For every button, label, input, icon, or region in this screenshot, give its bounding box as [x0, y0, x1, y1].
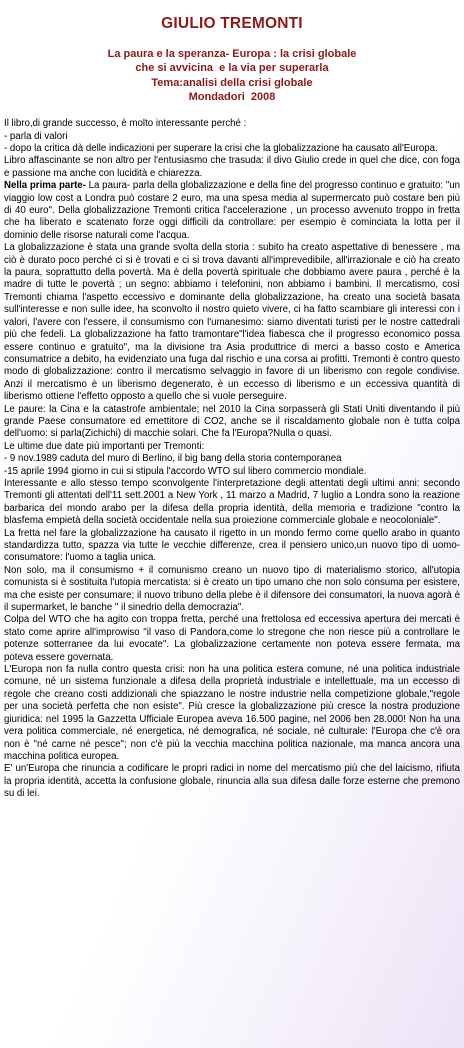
- paragraph: Libro affascinante se non altro per l'entusiasmo che trasuda: il divo Giulio crede in quel che dice, con foga e passione ma anche con lucidità e chiarezza.: [4, 155, 460, 179]
- section-lead: Nella prima parte-: [4, 180, 86, 192]
- subtitle-line: La paura e la speranza- Europa : la crisi globale: [107, 48, 357, 60]
- paragraph: Le ultime due date più importanti per Tremonti:: [4, 440, 205, 452]
- paragraph: -15 aprile 1994 giorno in cui si stipula l'accordo WTO sul libero commercio mondiale.: [4, 465, 367, 477]
- paragraph: [4, 180, 460, 242]
- paragraph: Non solo, ma il consumismo + il comunismo creano un nuovo tipo di materialismo storico, all'utopia comunista si è sostituita l'utopia mercatista: si è creato un tipo umano che non solo consuma per esistere, ma che esiste per consumare; il nuovo tribuno della plebe è il difensore dei consumatori, la nuova agorà è il supermarket, le banche " il sinedrio della democrazia".: [4, 564, 460, 614]
- book-subtitle: [4, 47, 460, 104]
- paragraph: - dopo la critica dà delle indicazioni per superare la crisi che la globalizzazione ha causato all'Europa.: [4, 143, 438, 154]
- subtitle-line: Mondadori 2008: [188, 90, 276, 103]
- paragraph: L'Europa non fa nulla contro questa crisi: non ha una politica estera comune, né una politica industriale comune, né un sistema funzionale a difesa della proprietà industriale e intellettuale, ma un eccesso di regole che creano costi addizionali che spiazzano le nostre industrie nella competizione globale,"regole per una società perfetta che non esiste". Più cresce la globalizzazione più cresce la nostra produzione giuridica: nel 1995 la Gazzetta Ufficiale Europea aveva 16.500 pagine, nel 2006 ben 28.000! Non ha una vera politica commerciale, né energetica, né demografica, né sociale, né culturale: l'Europa che c'è ora non è "né carne né pesce"; non c'è più la vecchia macchina politica nazionale, ma manca ancora una macchina politica europea.: [4, 664, 460, 762]
- paragraph: - 9 nov.1989 caduta del muro di Berlino, il big bang della storia contemporanea: [4, 453, 342, 465]
- subtitle-line: Tema:analisi della crisi globale: [151, 76, 313, 89]
- page-title: GIULIO TREMONTI: [161, 15, 303, 32]
- paragraph: Interessante e allo stesso tempo sconvolgente l'interpretazione degli attentati degli ultimi anni: secondo Tremonti gli attentati dell'11 sett.2001 a New York , 11 marzo a Madrid, 7 luglio a Londra sono la reazione barbarica del mondo arabo per la difesa della propria identità, della memoria e tradizione "contro la blasfema empietà della società occidentale nella sua proiezione commerciale globale e neocoloniale".: [4, 477, 460, 527]
- paragraph: Colpa del WTO che ha agito con troppa fretta, perché una frettolosa ed eccessiva apertura dei mercati è stato come aprire all'improwiso "il vaso di Pandora,come lo stregone che non riesce più a controllare le potenze sotterranee da lui evocate". La globalizzazione certamente non poteva essere fermata, ma poteva essere governata.: [4, 614, 460, 663]
- paragraph: - parla di valori: [4, 130, 68, 142]
- paragraph: La globalizzazione è stata una grande svolta della storia : subito ha creato aspettative di benessere , ma ciò è durato poco perché ci si è trovati e ci si trova davanti all'imprevedibile, all'irrazionale e ciò ha creato la paura, soprattutto della povertà. Ma è della povertà spirituale che dobbiamo avere paura , perché è la madre di tutte le povertà ; un segno: abbiamo i telefonini, non abbiamo i bambini. Il mercatismo, così Tremonti chiama l'aspetto eccessivo e dominante della globalizzazione, ha creato una società basata sull'interesse e non sulle idee, ha sconvolto il nostro quieto vivere, ci ha fatto scambiare gli interessi con i valori, l'avere con l'essere, il consumismo con l'umanesimo: siamo diventati turisti per le nostre cattedrali più che fedeli. La globalizzazione ha fatto tramontare"l'idea fiabesca che il progresso economico possa essere continuo e gratuito", ma la divisione tra Asia produttrice di merci a basso costo e America consumatrice a debito, ha evidenziato una fuga dal rischio e una corsa ai profitti. Tremonti è contro questo modo di globalizzazione: contro il mercatismo selvaggio in favore di un liberismo con regole condivise. Anzi il mercatismo è un liberismo degenerato, è un eccesso di liberismo e un eccessiva quantità di liberismo ottiene l'effetto opposto a quello che si vuole perseguire.: [4, 242, 460, 403]
- paragraph: Il libro,di grande successo, è molto interessante perché :: [4, 118, 247, 130]
- paragraph-text: La paura- parla della globalizzazione e della fine del progresso continuo e gratuito: "un viaggio low cost a Londra può costare 2 euro, ma una spesa media al supermercato può costare ben più di 40 euro". Della globalizzazione Tremonti critica l'accelerazione , un processo avvenuto troppo in fretta che ha liberato e scatenato forze oggi difficili da controllare: per esempio è cominciata la lotta per il dominio delle risorse naturali come l'acqua.: [4, 180, 460, 241]
- subtitle-line: che si avvicina e la via per superarla: [135, 62, 329, 75]
- article-body: [4, 118, 460, 800]
- paragraph: E' un'Europa che rinuncia a codificare le propri radici in nome del mercatismo più che del laicismo, rifiuta la propria identità, accetta la confusione globale, rinuncia alla sua difesa dalle forze esterne che premono su di lei.: [4, 763, 460, 800]
- paragraph: Le paure: la Cina e la catastrofe ambientale; nel 2010 la Cina sorpasserà gli Stati Uniti diventando il più grande Paese consumatore ed emettitore di CO2, anche se il riscaldamento globale non è tutta colpa dell'uomo: si parla(Zichichi) di macchie solari. Che fa l'Europa?Nulla o quasi.: [4, 403, 460, 440]
- paragraph: La fretta nel fare la globalizzazione ha causato il rigetto in un mondo fermo come quello arabo in quanto standardizza tutto, spazza via tutte le vecchie differenze, crea il pensiero unico,un nuovo tipo di uomo-consumatore: l'uomo a taglia unica.: [4, 527, 460, 564]
